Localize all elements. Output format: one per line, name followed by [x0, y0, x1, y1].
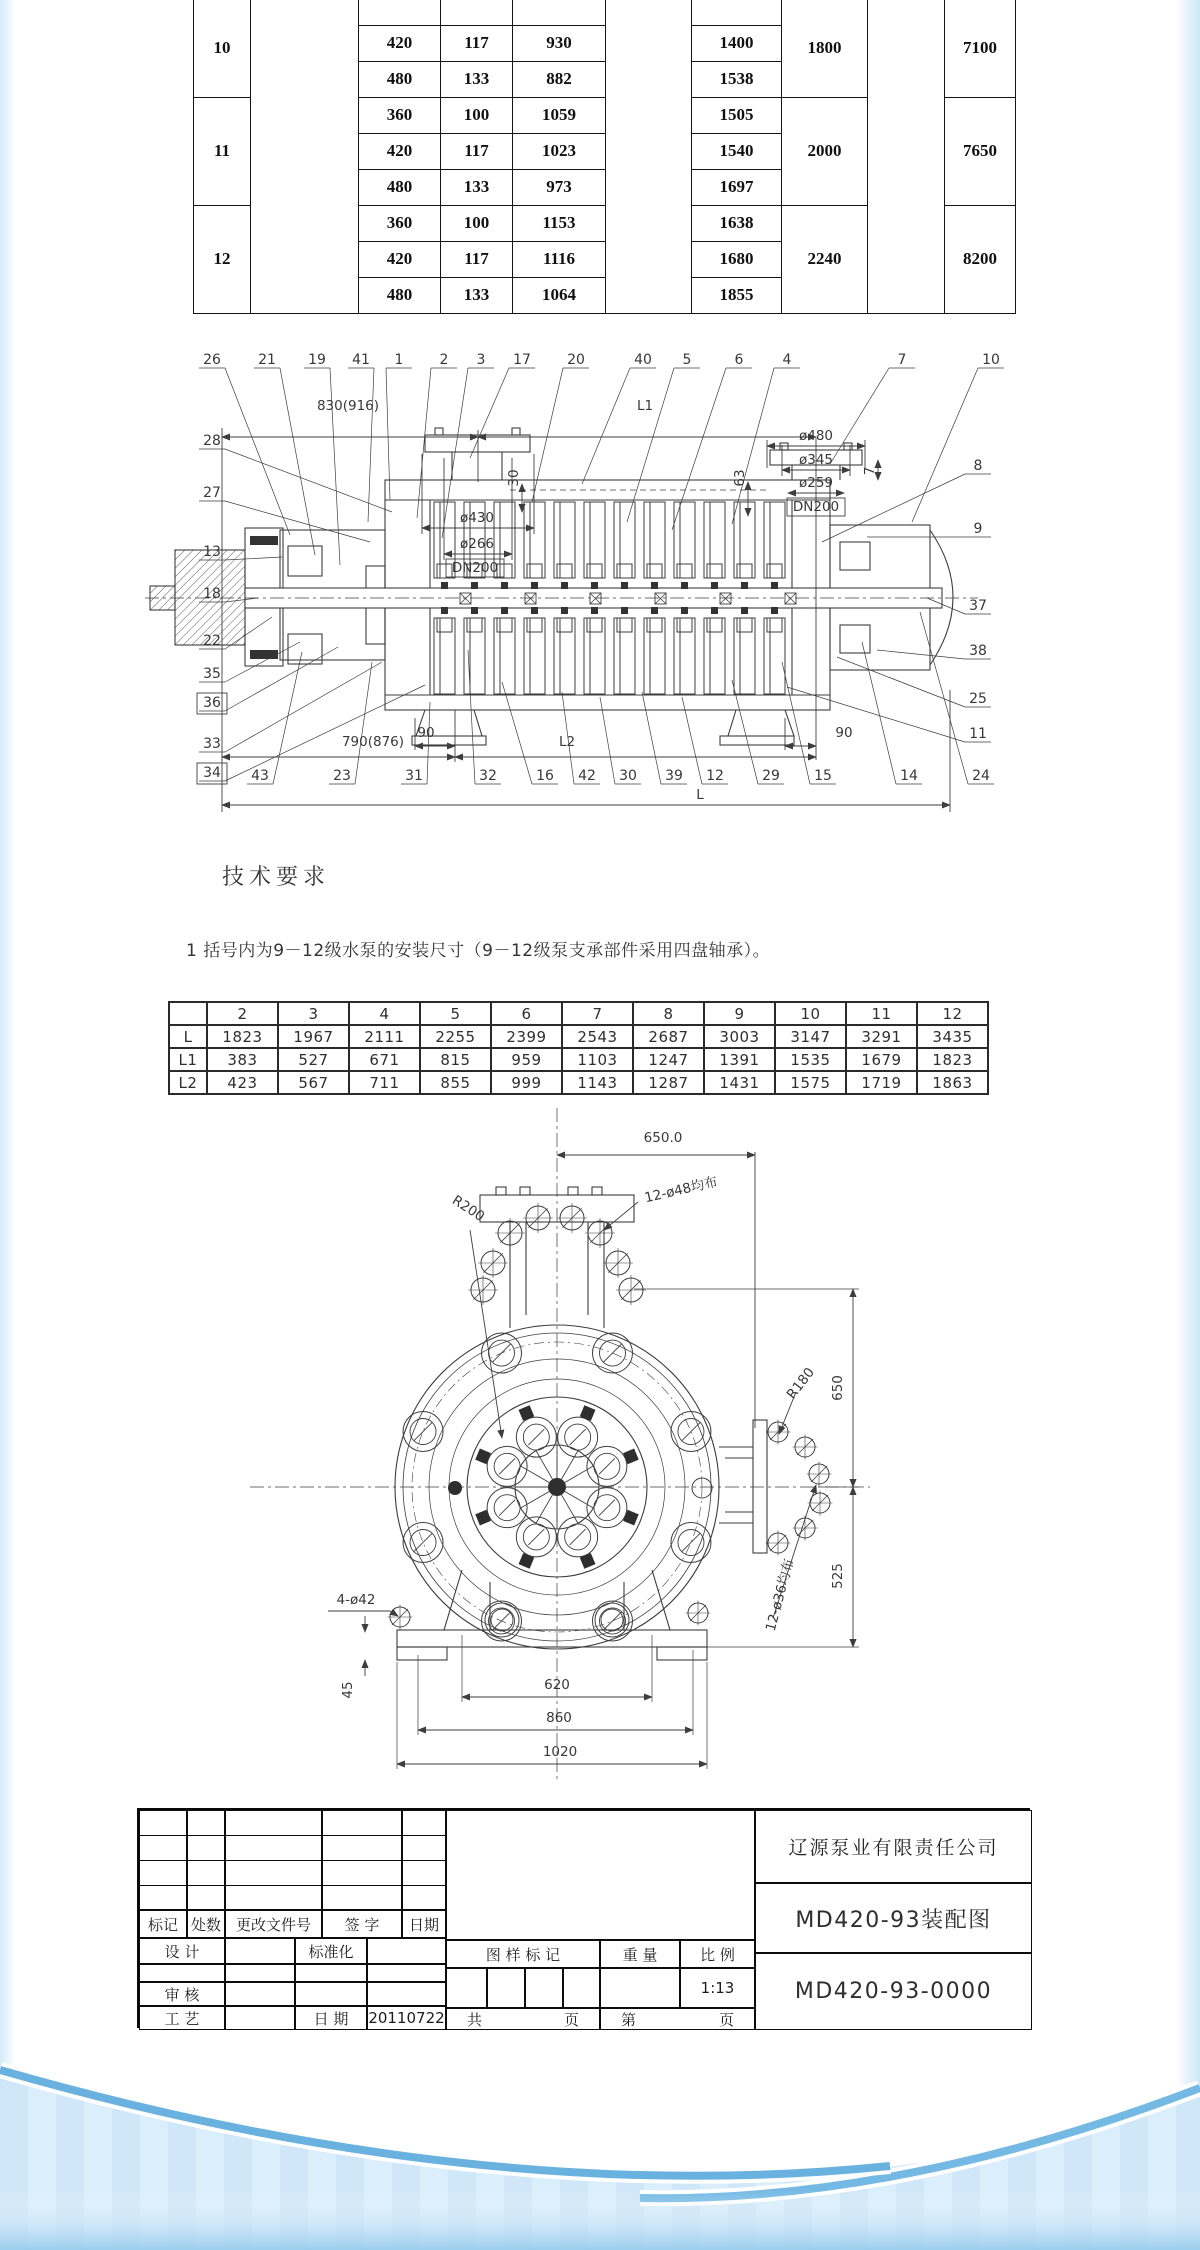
- dim-label: ø430: [459, 510, 495, 526]
- callout-34: 34: [203, 765, 221, 781]
- dim-cell: 1535: [775, 1048, 846, 1071]
- dim-cell: 959: [491, 1048, 562, 1071]
- callout-leader: [355, 662, 372, 784]
- spec-cell: [692, 0, 782, 25]
- front-bolt-circles: [388, 1203, 833, 1641]
- label-mark: 标记: [139, 1910, 187, 1938]
- dim-cell: 383: [207, 1048, 278, 1071]
- dim-cell: 12: [917, 1002, 988, 1025]
- callout-3: 3: [476, 352, 486, 368]
- callout-37: 37: [969, 598, 987, 614]
- dim-label: L1: [636, 398, 654, 414]
- label-change-doc: 更改文件号: [225, 1910, 322, 1938]
- dim-header-row: [169, 1002, 988, 1025]
- pump-front-drawing: [230, 1090, 870, 1790]
- nut-mark: [519, 1405, 535, 1421]
- callout-7: 7: [897, 352, 907, 368]
- right-edge-gradient: [1176, 0, 1200, 2250]
- dim-cell: 2: [207, 1002, 278, 1025]
- callout-38: 38: [969, 643, 987, 659]
- front-dimension-lines: [328, 1152, 859, 1769]
- callout-33: 33: [203, 736, 221, 752]
- label-scale: 比 例: [680, 1940, 755, 1968]
- dim-cell: L2: [169, 1071, 207, 1094]
- callout-leader: [862, 642, 896, 784]
- callout-leader: [225, 501, 370, 542]
- dim-label: 90: [417, 725, 435, 741]
- dim-cell: 1431: [704, 1071, 775, 1094]
- hub-spoke: [521, 1466, 550, 1483]
- dim-label: 525: [830, 1563, 846, 1589]
- spec-cell: 1540: [692, 133, 782, 169]
- callout-26: 26: [203, 352, 221, 368]
- dim-row: [169, 1048, 988, 1071]
- label-standardization: 标准化: [295, 1938, 367, 1964]
- label-design: 设 计: [139, 1938, 225, 1964]
- label-count: 处数: [187, 1910, 225, 1938]
- dim-cell: 3291: [846, 1025, 917, 1048]
- spec-cell: 1855: [692, 277, 782, 313]
- power-cell: 1800: [782, 0, 868, 97]
- dim-cell: 10: [775, 1002, 846, 1025]
- dim-cell: 423: [207, 1071, 278, 1094]
- section-dimension-lines: [222, 428, 950, 812]
- page-no-cell: [600, 2008, 755, 2030]
- dim-cell: 9: [704, 1002, 775, 1025]
- dim-label: DN200: [792, 499, 840, 515]
- callout-19: 19: [308, 352, 326, 368]
- dim-label: 12-ø36均布: [762, 1556, 798, 1634]
- spec-cell: 1059: [513, 97, 606, 133]
- callout-10: 10: [982, 352, 1000, 368]
- spec-cell: [441, 0, 513, 25]
- hub-spoke: [565, 1492, 594, 1509]
- callout-14: 14: [900, 768, 918, 784]
- dim-cell: 2687: [633, 1025, 704, 1048]
- callout-20: 20: [567, 352, 585, 368]
- revision-col: [225, 1810, 322, 1910]
- spec-cell: 133: [441, 169, 513, 205]
- dim-label: 63: [732, 469, 748, 487]
- dim-cell: 7: [562, 1002, 633, 1025]
- callout-27: 27: [203, 485, 221, 501]
- dim-label: 620: [544, 1677, 570, 1693]
- nut-mark: [475, 1510, 491, 1526]
- callout-leader: [877, 650, 965, 659]
- label-page2: 页: [718, 2010, 734, 2029]
- dim-cell: 1287: [633, 1071, 704, 1094]
- mark-sub-cell: [525, 1968, 563, 2008]
- hub-spoke: [521, 1492, 550, 1509]
- callout-4: 4: [782, 352, 792, 368]
- revision-col: [139, 1810, 187, 1910]
- pump-spec-table: [193, 0, 1016, 314]
- dim-label: 90: [835, 725, 853, 741]
- dim-label: R180: [783, 1364, 818, 1403]
- callout-43: 43: [251, 768, 269, 784]
- hub-spoke: [562, 1495, 579, 1524]
- dim-cell: [169, 1002, 207, 1025]
- dim-cell: 1247: [633, 1048, 704, 1071]
- spec-cell: 420: [359, 241, 441, 277]
- dim-cell: 1823: [917, 1048, 988, 1071]
- hub-spoke: [536, 1495, 553, 1524]
- callout-16: 16: [536, 768, 554, 784]
- dim-label: DN200: [451, 560, 499, 576]
- hub-spoke: [562, 1451, 579, 1480]
- dim-label: ø266: [459, 536, 495, 552]
- callout-leader: [225, 647, 338, 711]
- dim-label: ø480: [798, 428, 834, 444]
- dim-cell: 3147: [775, 1025, 846, 1048]
- callout-leader: [787, 687, 965, 742]
- stage-cell: 11: [194, 97, 251, 205]
- spec-cell: 133: [441, 277, 513, 313]
- callout-32: 32: [479, 768, 497, 784]
- callout-leader: [225, 449, 392, 512]
- nut-mark: [580, 1553, 596, 1569]
- spec-cell: 480: [359, 169, 441, 205]
- callout-2: 2: [439, 352, 449, 368]
- label-review: 审 核: [139, 1982, 225, 2006]
- callout-leader: [470, 368, 509, 458]
- callout-leader: [280, 368, 315, 555]
- dim-label: L: [696, 787, 704, 803]
- dim-label: 4-ø42: [336, 1592, 376, 1608]
- tech-requirements-note: 1 括号内为9－12级水泵的安装尺寸（9－12级泵支承部件采用四盘轴承）。: [186, 941, 771, 961]
- dim-cell: 1863: [917, 1071, 988, 1094]
- callout-23: 23: [333, 768, 351, 784]
- label-process: 工 艺: [139, 2006, 225, 2030]
- stage-cell: 12: [194, 205, 251, 313]
- gap-cell: [868, 0, 945, 313]
- spec-cell: 1697: [692, 169, 782, 205]
- dim-cell: 1967: [278, 1025, 349, 1048]
- dim-cell: 671: [349, 1048, 420, 1071]
- callout-leader: [417, 368, 431, 518]
- blank-middle-cell: [446, 1810, 755, 1940]
- weight-cell: 8200: [945, 205, 1016, 313]
- spec-cell: 1680: [692, 241, 782, 277]
- callout-leader: [822, 474, 965, 542]
- spec-cell: 1064: [513, 277, 606, 313]
- mark-sub-cell: [446, 1968, 487, 2008]
- dim-cell: 2111: [349, 1025, 420, 1048]
- wave-bottom-shade: [0, 2048, 1200, 2250]
- spec-cell: 100: [441, 205, 513, 241]
- spec-cell: 420: [359, 25, 441, 61]
- dim-label: ø259: [798, 475, 834, 491]
- dim-cell: 6: [491, 1002, 562, 1025]
- dim-cell: 1391: [704, 1048, 775, 1071]
- gap-cell: [251, 0, 359, 313]
- standardization-signature-cell: [367, 1938, 446, 1964]
- nut-mark: [519, 1553, 535, 1569]
- spec-cell: 973: [513, 169, 606, 205]
- dim-label: 860: [546, 1710, 572, 1726]
- tech-requirements-heading: 技术要求: [222, 865, 331, 890]
- callout-39: 39: [665, 768, 683, 784]
- dim-cell: 1679: [846, 1048, 917, 1071]
- spec-cell: 360: [359, 97, 441, 133]
- callout-leader: [468, 650, 475, 784]
- weight-value-cell: [600, 1968, 680, 2008]
- callout-leader: [368, 368, 374, 522]
- dim-cell: 3435: [917, 1025, 988, 1048]
- callout-leader: [837, 657, 965, 707]
- dim-cell: 4: [349, 1002, 420, 1025]
- revision-col: [322, 1810, 402, 1910]
- dim-label: 650: [830, 1375, 846, 1401]
- hub-spoke: [536, 1451, 553, 1480]
- label-no: 第: [621, 2010, 637, 2029]
- process-signature-cell: [225, 2006, 295, 2030]
- dim-table-body: [169, 1002, 988, 1094]
- spec-cell: 1505: [692, 97, 782, 133]
- dim-row: [169, 1025, 988, 1048]
- date-value: 20110722: [367, 2006, 446, 2030]
- mark-sub-cell: [563, 1968, 600, 2008]
- dim-cell: 8: [633, 1002, 704, 1025]
- callout-leader: [732, 680, 758, 784]
- callout-21: 21: [258, 352, 276, 368]
- callout-leader: [627, 368, 674, 522]
- spec-cell: 420: [359, 133, 441, 169]
- spec-table-body: [194, 0, 1016, 313]
- dim-label: 45: [340, 1681, 356, 1699]
- label-total: 共: [467, 2010, 483, 2029]
- installation-dim-table: [168, 1001, 989, 1095]
- drawing-number: MD420-93-0000: [755, 1953, 1032, 2030]
- callout-8: 8: [973, 458, 983, 474]
- dim-cell: 5: [420, 1002, 491, 1025]
- weight-cell: 7100: [945, 0, 1016, 97]
- callout-leader: [672, 368, 726, 530]
- drawing-title: MD420-93装配图: [755, 1883, 1032, 1953]
- callout-leader: [225, 642, 300, 682]
- spec-cell: 1116: [513, 241, 606, 277]
- spec-cell: 882: [513, 61, 606, 97]
- dim-cell: 999: [491, 1071, 562, 1094]
- revision-col: [402, 1810, 446, 1910]
- total-pages-cell: [446, 2008, 600, 2030]
- label-date: 日期: [402, 1910, 446, 1938]
- stage-cell: 10: [194, 0, 251, 97]
- callout-18: 18: [203, 586, 221, 602]
- dim-cell: 711: [349, 1071, 420, 1094]
- spec-cell: 360: [359, 205, 441, 241]
- decorative-wave: [0, 2048, 1200, 2250]
- dim-cell: 2543: [562, 1025, 633, 1048]
- callout-31: 31: [405, 768, 423, 784]
- dim-label: 1020: [542, 1744, 578, 1760]
- dim-label: 650.0: [643, 1130, 683, 1146]
- nut-mark: [623, 1449, 639, 1465]
- label-drawing-mark: 图 样 标 记: [446, 1940, 600, 1968]
- callout-leader: [920, 612, 968, 784]
- label-date2: 日 期: [295, 2006, 367, 2030]
- callout-28: 28: [203, 433, 221, 449]
- callout-35: 35: [203, 666, 221, 682]
- callout-leader: [912, 368, 978, 522]
- dim-cell: 567: [278, 1071, 349, 1094]
- company-name: 辽源泵业有限责任公司: [755, 1810, 1032, 1883]
- dim-label: 12-ø48均布: [643, 1173, 720, 1207]
- nut-mark: [475, 1449, 491, 1465]
- spec-cell: 1638: [692, 205, 782, 241]
- callout-13: 13: [203, 544, 221, 560]
- spec-cell: 480: [359, 277, 441, 313]
- power-cell: 2240: [782, 205, 868, 313]
- dim-cell: L: [169, 1025, 207, 1048]
- callout-leader: [642, 692, 661, 784]
- callout-25: 25: [969, 691, 987, 707]
- spec-cell: [359, 0, 441, 25]
- dim-cell: 2255: [420, 1025, 491, 1048]
- label-weight: 重 量: [600, 1940, 680, 1968]
- title-block: [137, 1808, 1030, 2028]
- spec-cell: 930: [513, 25, 606, 61]
- spec-cell: [513, 0, 606, 25]
- spec-cell: 1538: [692, 61, 782, 97]
- weight-cell: 7650: [945, 97, 1016, 205]
- dim-label: 830(916): [316, 398, 380, 414]
- dim-cell: 2399: [491, 1025, 562, 1048]
- callout-17: 17: [513, 352, 531, 368]
- callout-5: 5: [682, 352, 692, 368]
- callout-30: 30: [619, 768, 637, 784]
- section-callouts: [197, 352, 1004, 784]
- callout-29: 29: [762, 768, 780, 784]
- dim-label: 7: [862, 466, 878, 476]
- dim-cell: 1103: [562, 1048, 633, 1071]
- hub-spoke: [565, 1466, 594, 1483]
- dim-cell: 1143: [562, 1071, 633, 1094]
- callout-36: 36: [203, 695, 221, 711]
- callout-leader: [225, 685, 425, 781]
- dim-cell: 1575: [775, 1071, 846, 1094]
- dim-label: L2: [558, 734, 576, 750]
- dim-cell: 3003: [704, 1025, 775, 1048]
- spec-cell: 117: [441, 241, 513, 277]
- mark-sub-cell: [487, 1968, 525, 2008]
- nut-mark: [580, 1405, 596, 1421]
- blank-cell: [225, 1964, 295, 1982]
- callout-leader: [502, 682, 532, 784]
- scale-value: 1:13: [680, 1968, 755, 2008]
- left-edge-gradient: [0, 0, 16, 2250]
- gap-cell: [606, 0, 692, 313]
- blank-cell: [367, 1982, 446, 2006]
- callout-42: 42: [578, 768, 596, 784]
- spec-cell: 1400: [692, 25, 782, 61]
- dim-cell: 3: [278, 1002, 349, 1025]
- spec-cell: 117: [441, 25, 513, 61]
- blank-cell: [295, 1964, 367, 1982]
- spec-cell: 133: [441, 61, 513, 97]
- callout-24: 24: [972, 768, 990, 784]
- dim-cell: 855: [420, 1071, 491, 1094]
- design-signature-cell: [225, 1938, 295, 1964]
- left-plug: [448, 1481, 462, 1495]
- dim-cell: L1: [169, 1048, 207, 1071]
- dim-label: R200: [449, 1192, 488, 1225]
- blank-cell: [295, 1982, 367, 2006]
- callout-leader: [427, 702, 430, 784]
- spec-cell: 1153: [513, 205, 606, 241]
- callout-12: 12: [706, 768, 724, 784]
- blank-cell: [367, 1964, 446, 1982]
- dim-cell: 1719: [846, 1071, 917, 1094]
- callout-leader: [782, 662, 810, 784]
- blank-cell: [139, 1964, 225, 1982]
- callout-9: 9: [973, 521, 983, 537]
- spec-cell: 100: [441, 97, 513, 133]
- spec-cell: 480: [359, 61, 441, 97]
- revision-col: [187, 1810, 225, 1910]
- dim-cell: 11: [846, 1002, 917, 1025]
- dim-cell: 1823: [207, 1025, 278, 1048]
- spec-row: [194, 0, 1016, 25]
- callout-leader: [273, 652, 302, 784]
- callout-6: 6: [734, 352, 744, 368]
- callout-40: 40: [634, 352, 652, 368]
- callout-11: 11: [969, 726, 987, 742]
- spec-cell: 117: [441, 133, 513, 169]
- review-signature-cell: [225, 1982, 295, 2006]
- spec-cell: 1023: [513, 133, 606, 169]
- callout-leader: [582, 368, 630, 484]
- callout-15: 15: [814, 768, 832, 784]
- callout-1: 1: [394, 352, 404, 368]
- dim-cell: 527: [278, 1048, 349, 1071]
- dim-label: ø345: [798, 452, 834, 468]
- callout-leader: [532, 368, 563, 502]
- dim-label: 30: [506, 469, 522, 487]
- dim-cell: 815: [420, 1048, 491, 1071]
- nut-mark: [623, 1510, 639, 1526]
- dim-label: 790(876): [341, 734, 405, 750]
- label-page1: 页: [563, 2010, 579, 2029]
- callout-22: 22: [203, 633, 221, 649]
- pump-section-drawing: [130, 350, 1200, 820]
- label-signature: 签 字: [322, 1910, 402, 1938]
- power-cell: 2000: [782, 97, 868, 205]
- callout-41: 41: [352, 352, 370, 368]
